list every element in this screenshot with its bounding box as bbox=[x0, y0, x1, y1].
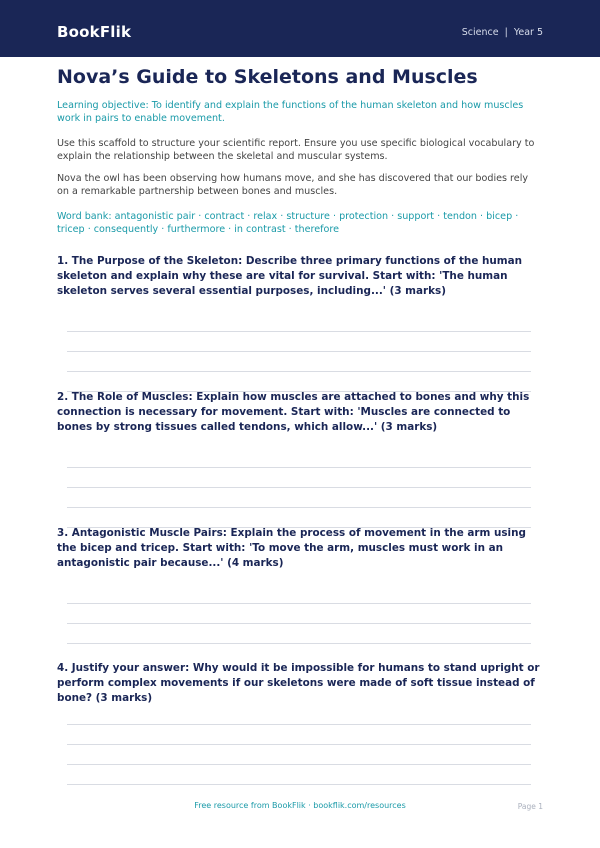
answer-line[interactable] bbox=[67, 643, 531, 644]
answer-line[interactable] bbox=[67, 371, 531, 372]
learning-objective: Learning objective: To identify and explain the functions of the human skeleton and how muscles work in pairs to enable movement. bbox=[57, 100, 524, 124]
page-title: Nova’s Guide to Skeletons and Muscles bbox=[57, 66, 478, 88]
answer-line[interactable] bbox=[67, 603, 531, 604]
footer-resource-link[interactable]: Free resource from BookFlik · bookflik.com/resources bbox=[194, 801, 406, 810]
question-2: 2. The Role of Muscles: Explain how muscles are attached to bones and why this connection is necessary for movement. Start with: 'Muscles are connected to bones by strong tissues called tendons, which allow...' (3 marks) bbox=[57, 391, 530, 433]
answer-line[interactable] bbox=[67, 507, 531, 508]
question-4: 4. Justify your answer: Why would it be impossible for humans to stand upright or perform complex movements if our skeletons were made of soft tissue instead of bone? (3 marks) bbox=[57, 662, 540, 704]
answer-line[interactable] bbox=[67, 744, 531, 745]
year-label: Year 5 bbox=[513, 27, 543, 38]
page-number: Page 1 bbox=[517, 802, 543, 811]
question-1: 1. The Purpose of the Skeleton: Describe three primary functions of the human skeleton and explain why these are vital for survival. Start with: 'The human skeleton serves several essential purposes, including...' (3 marks) bbox=[57, 255, 523, 297]
question-3: 3. Antagonistic Muscle Pairs: Explain the process of movement in the arm using the bicep and tricep. Start with: 'To move the arm, muscles must work in an antagonistic pair because...' (4 marks) bbox=[57, 527, 526, 569]
answer-line[interactable] bbox=[67, 467, 531, 468]
answer-line[interactable] bbox=[67, 764, 531, 765]
answer-line[interactable] bbox=[67, 487, 531, 488]
subject-year-label bbox=[462, 27, 543, 38]
header-separator: | bbox=[504, 27, 508, 38]
answer-line[interactable] bbox=[67, 784, 531, 785]
answer-line[interactable] bbox=[67, 351, 531, 352]
intro-paragraph-1: Use this scaffold to structure your scientific report. Ensure you use specific biological vocabulary to explain the relationship between the skeletal and muscular systems. bbox=[57, 138, 535, 162]
answer-line[interactable] bbox=[67, 724, 531, 725]
subject-label: Science bbox=[461, 27, 499, 38]
answer-line[interactable] bbox=[67, 331, 531, 332]
page-header bbox=[0, 0, 600, 57]
word-bank: Word bank: antagonistic pair · contract · relax · structure · protection · support · tendon · bicep · tricep · consequently · furthermore · in contrast · therefore bbox=[57, 211, 519, 235]
intro-paragraph-2: Nova the owl has been observing how humans move, and she has discovered that our bodies rely on a remarkable partnership between bones and muscles. bbox=[57, 173, 529, 197]
answer-line[interactable] bbox=[67, 623, 531, 624]
brand-logo[interactable]: BookFlik bbox=[57, 23, 132, 41]
